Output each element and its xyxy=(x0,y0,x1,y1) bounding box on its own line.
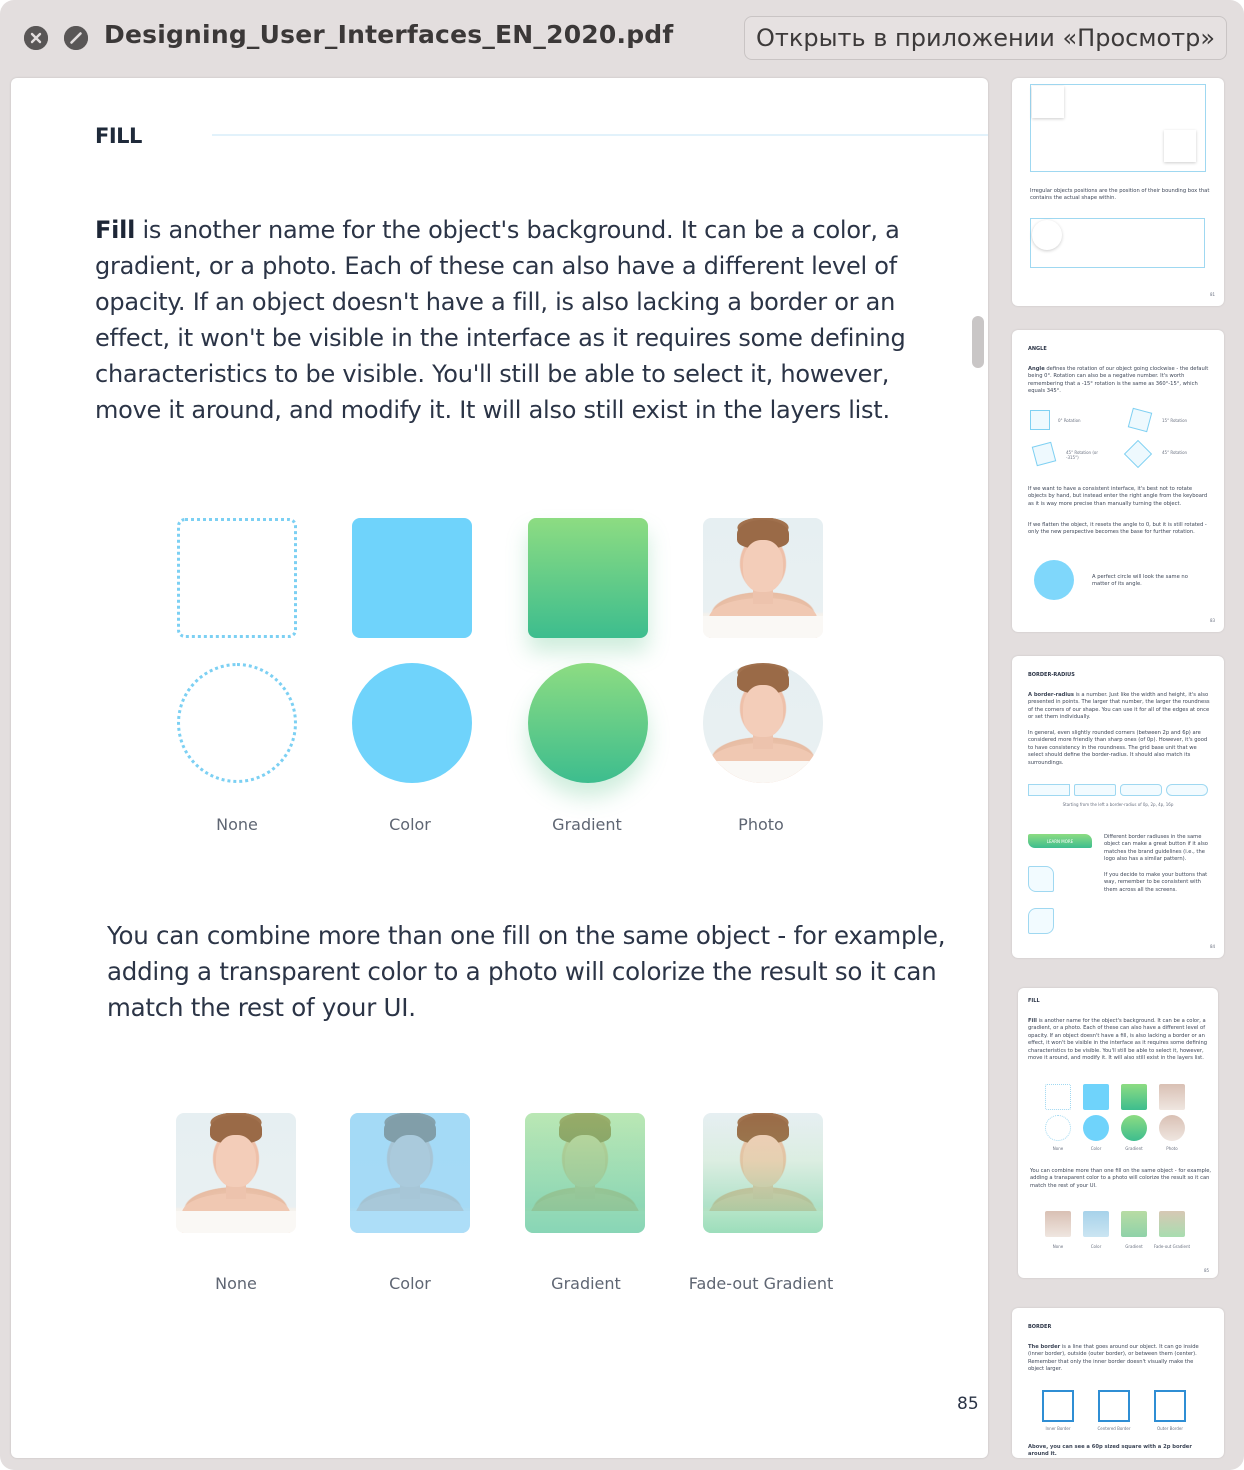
thumb-combo-none xyxy=(1045,1211,1071,1237)
fill-description-text: is another name for the object's background. It can be a color, a gradient, or a photo. Each of these can also have a different level of opacity. If an object doesn't have a fill, is also lacking a border or an effect, it won't be visible in the interface as it requires some defining characteristics to be visible. You'll still be able to select it, however, move it around, and modify it. It will also still exist in the layers list. xyxy=(95,216,906,424)
photo-square-swatch xyxy=(703,518,823,638)
thumb-label: 15° Rotation xyxy=(1162,418,1188,423)
thumb-photo-square xyxy=(1159,1084,1185,1110)
none-square-swatch xyxy=(177,518,297,638)
fill-term: Fill xyxy=(95,216,136,244)
thumb-circle-caption: A perfect circle will look the same no matter of its angle. xyxy=(1092,574,1188,588)
thumb-intro: The border is a line that goes around our object. It can go inside (inner border), outside (outer border), or between them (center). Remember that only the inner border doesn't visually make the object larger. xyxy=(1028,1344,1199,1373)
thumb-intro: Fill is another name for the object's background. It can be a color, a gradient, or a photo. Each of these can also have a different level of opacity. If an object doesn't have a fill, is also lacking a border or an effect, it won't be visible in the interface as it requires some defining characteristics to be visible. You'll still be able to select it, however, move it around, and modify it. It will also still exist in the layers list. xyxy=(1028,1018,1208,1062)
thumb-intro: Angle defines the rotation of our object going clockwise - the default being 0°. Rotation can also be a negative number. It's worth remembering that a -15° rotation is the same as 360°-15°, which equals 345°. xyxy=(1028,366,1209,395)
pdf-page[interactable] xyxy=(11,78,988,1458)
thumb-shape xyxy=(1028,908,1054,934)
thumb-caption: None xyxy=(1052,1244,1064,1249)
thumb-rotated-square xyxy=(1124,440,1152,468)
thumb-caption: Gradient xyxy=(1125,1244,1143,1249)
thumb-caption: None xyxy=(1052,1146,1064,1151)
thumbnail-page-83[interactable] xyxy=(1012,330,1224,632)
thumb-title: FILL xyxy=(1028,998,1040,1004)
thumb-radius-box xyxy=(1166,784,1208,796)
thumb-caption: Fade-out Gradient xyxy=(1153,1244,1191,1249)
thumb-caption: Gradient xyxy=(1125,1146,1143,1151)
thumb-label: 0° Rotation xyxy=(1058,418,1081,423)
thumb-radius-box xyxy=(1028,784,1070,796)
thumb-color-circle xyxy=(1083,1115,1109,1141)
section-title: FILL xyxy=(95,124,142,148)
thumb-caption: Color xyxy=(1090,1244,1102,1249)
fill-description xyxy=(95,212,955,428)
caption-combo-none: None xyxy=(215,1274,257,1293)
thumb-learn-more-button: LEARN MORE xyxy=(1028,834,1092,848)
thumb-radius-box xyxy=(1120,784,1162,796)
thumb-text: Above, you can see a 60p sized square with a 2p border around it. xyxy=(1028,1444,1192,1458)
open-in-preview-button[interactable]: Открыть в приложении «Просмотр» xyxy=(744,16,1227,60)
thumb-combo-fadeout xyxy=(1159,1211,1185,1237)
thumb-caption: Color xyxy=(1090,1146,1102,1151)
thumb-title: ANGLE xyxy=(1028,346,1047,352)
thumb-none-circle xyxy=(1045,1115,1071,1141)
gradient-circle-swatch xyxy=(528,663,648,783)
thumb-shape xyxy=(1028,866,1054,892)
photo-none-tint xyxy=(176,1113,296,1233)
thumbnail-page-85-current[interactable] xyxy=(1018,988,1218,1278)
caption-gradient: Gradient xyxy=(552,815,622,834)
caption-combo-color: Color xyxy=(389,1274,431,1293)
thumb-outer-border-square xyxy=(1154,1390,1186,1422)
thumb-square xyxy=(1032,86,1064,118)
thumb-gradient-circle xyxy=(1121,1115,1147,1141)
thumb-title: BORDER-RADIUS xyxy=(1028,672,1075,678)
thumb-gradient-square xyxy=(1121,1084,1147,1110)
thumb-caption: Irregular objects positions are the position of their bounding box that contains the actual shape within. xyxy=(1030,188,1210,202)
disable-icon[interactable] xyxy=(64,26,88,50)
thumb-rotated-square xyxy=(1030,410,1050,430)
thumb-title: BORDER xyxy=(1028,1324,1052,1330)
thumb-none-square xyxy=(1045,1084,1071,1110)
thumb-caption: Photo xyxy=(1166,1146,1178,1151)
none-circle-swatch xyxy=(177,663,297,783)
title-bar xyxy=(0,0,1244,76)
thumb-centered-border-square xyxy=(1098,1390,1130,1422)
thumb-text: If we flatten the object, it resets the angle to 0, but it is still rotated - only the new perspective becomes the base for further rotation. xyxy=(1028,522,1207,536)
thumb-rotated-square xyxy=(1032,442,1056,466)
thumb-text: Different border radiuses in the same object can make a great button if it also matches the brand guidelines (i.e., the logo also has a similar pattern). xyxy=(1104,834,1208,863)
combine-fills-text: You can combine more than one fill on the same object - for example, adding a transparent color to a photo will colorize the result so it can match the rest of your UI. xyxy=(107,921,946,1022)
thumb-rotated-square xyxy=(1128,408,1152,432)
gradient-square-swatch xyxy=(528,518,648,638)
section-divider xyxy=(212,134,988,136)
photo-circle-swatch xyxy=(703,663,823,783)
thumb-label: 45° Rotation (or -315°) xyxy=(1066,450,1099,460)
caption-photo: Photo xyxy=(738,815,784,834)
thumb-circle xyxy=(1032,220,1062,250)
thumb-inner-border-square xyxy=(1042,1390,1074,1422)
thumbnail-page-84[interactable] xyxy=(1012,656,1224,958)
color-circle-swatch xyxy=(352,663,472,783)
thumb-page-number: 81 xyxy=(1210,292,1216,297)
thumb-text: If you decide to make your buttons that way, remember to be consistent with them across all the screens. xyxy=(1104,872,1208,893)
thumb-text: You can combine more than one fill on the same object - for example, adding a transparent color to a photo will colorize the result so it can match the rest of your UI. xyxy=(1030,1168,1212,1189)
thumb-page-number: 84 xyxy=(1210,944,1216,949)
photo-color-tint xyxy=(350,1113,470,1233)
thumb-combo-gradient xyxy=(1121,1211,1147,1237)
thumb-label: 45° Rotation xyxy=(1162,450,1188,455)
document-title: Designing_User_Interfaces_EN_2020.pdf xyxy=(104,20,674,49)
caption-none: None xyxy=(216,815,258,834)
thumb-color-square xyxy=(1083,1084,1109,1110)
thumbnail-page-81[interactable] xyxy=(1012,78,1224,306)
thumb-photo-circle xyxy=(1159,1115,1185,1141)
photo-gradient-tint xyxy=(525,1113,645,1233)
thumb-circle xyxy=(1034,560,1074,600)
page-number: 85 xyxy=(957,1394,979,1414)
thumb-square xyxy=(1164,130,1196,162)
close-icon[interactable] xyxy=(24,26,48,50)
color-square-swatch xyxy=(352,518,472,638)
thumb-page-number: 83 xyxy=(1210,618,1216,623)
caption-combo-fadeout: Fade-out Gradient xyxy=(688,1274,834,1293)
thumb-text: In general, even slightly rounded corners (between 2p and 6p) are considered more friendly than sharp ones (of 0p). However, it's good to have consistency in the roundness. The grid base unit that we select should define the border-radius. It should also match its surroundings. xyxy=(1028,730,1208,766)
thumb-combo-color xyxy=(1083,1211,1109,1237)
thumb-caption: Centered Border xyxy=(1097,1426,1131,1431)
scrollbar-thumb[interactable] xyxy=(972,316,984,368)
thumb-caption: Outer Border xyxy=(1156,1426,1184,1431)
thumb-intro: A border-radius is a number. Just like the width and height, it's also presented in points. The larger that number, the larger the roundness of the corners of our shape. You can use it for all of the edges at once or set them individually. xyxy=(1028,692,1210,721)
thumb-page-number: 85 xyxy=(1204,1268,1210,1273)
thumb-text: If we want to have a consistent interface, it's best not to rotate objects by hand, but instead enter the right angle from the keyboard as it is way more precise than manually turning the object. xyxy=(1028,486,1208,507)
thumb-radius-box xyxy=(1074,784,1116,796)
caption-color: Color xyxy=(389,815,431,834)
thumbnail-page-86[interactable] xyxy=(1012,1308,1224,1458)
thumb-row-caption: Starting from the left a border-radius of 0p, 2p, 4p, 16p xyxy=(1062,802,1174,807)
thumb-caption: Inner Border xyxy=(1045,1426,1071,1431)
photo-fadeout-gradient-tint xyxy=(703,1113,823,1233)
caption-combo-gradient: Gradient xyxy=(551,1274,621,1293)
